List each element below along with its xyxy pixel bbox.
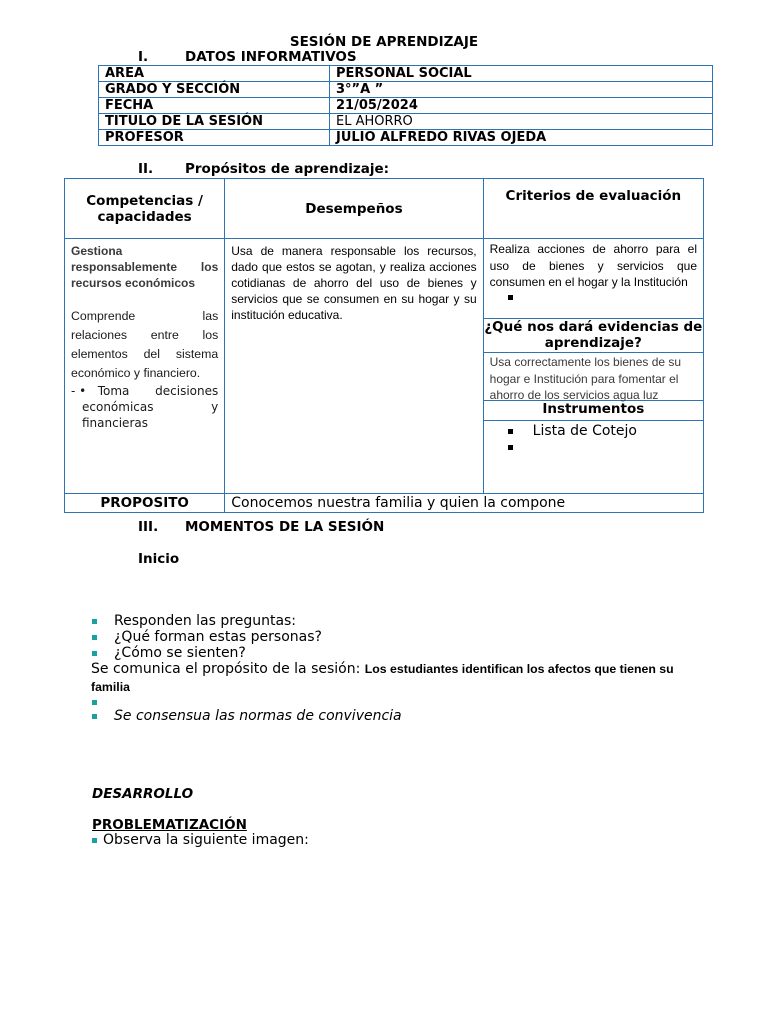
header-desempenos: Desempeños: [225, 179, 483, 239]
proposito-value: Conocemos nuestra familia y quien la compone: [225, 494, 704, 513]
problematizacion-label: PROBLEMATIZACIÓN: [92, 817, 247, 833]
competencia-cell: [65, 239, 225, 494]
word: y: [211, 400, 219, 414]
info-value: PERSONAL SOCIAL: [330, 66, 713, 82]
comunica-proposito: [91, 660, 731, 696]
section-3-number: III.: [138, 519, 159, 535]
info-row: [99, 98, 713, 114]
desarrollo-label: DESARROLLO: [92, 786, 194, 802]
section-1-heading: [138, 49, 357, 65]
word: los: [202, 328, 219, 342]
comunica-prefix: Se comunica el propósito de la sesión:: [91, 661, 361, 677]
propositos-table: [64, 178, 704, 513]
comunica-bold: familia: [91, 680, 130, 694]
square-bullet-icon: [92, 714, 97, 719]
inicio-item-text: ¿Qué forman estas personas?: [114, 629, 322, 645]
square-bullet-icon: [508, 429, 513, 434]
info-value: 21/05/2024: [330, 98, 713, 114]
info-label: PROFESOR: [99, 130, 330, 146]
instrumentos-list: [484, 421, 703, 474]
info-label: AREA: [99, 66, 330, 82]
header-criterios: Criterios de evaluación: [483, 179, 703, 239]
capacidad-line: [71, 345, 218, 364]
inicio-item-text: Responden las preguntas:: [114, 613, 297, 629]
instrumento-item: [508, 439, 703, 455]
capacidad-sub-line: [71, 399, 218, 415]
observa-text: Observa la siguiente imagen:: [103, 832, 309, 848]
inicio-label: Inicio: [138, 551, 180, 567]
capacidad-sub-line: financieras: [82, 416, 148, 430]
section-1-title: DATOS INFORMATIVOS: [185, 49, 357, 65]
info-row: [99, 114, 713, 130]
evidencias-title: ¿Qué nos dará evidencias de aprendizaje?: [484, 319, 703, 351]
capacidad-line: [71, 326, 218, 345]
inicio-item: [92, 613, 296, 629]
capacidad-line: [71, 307, 218, 326]
sub-bullet: - •: [71, 384, 87, 398]
word: elementos: [71, 347, 128, 361]
info-row: [99, 130, 713, 146]
info-value: JULIO ALFREDO RIVAS OJEDA: [330, 130, 713, 146]
section-3-title: MOMENTOS DE LA SESIÓN: [185, 519, 385, 535]
info-value: EL AHORRO: [330, 114, 713, 130]
square-bullet-icon: [508, 295, 513, 300]
square-bullet-icon: [92, 700, 97, 705]
inicio-item: [92, 645, 246, 661]
word: del: [143, 347, 161, 361]
word: decisiones: [155, 384, 219, 398]
square-bullet-icon: [92, 619, 97, 624]
inicio-item: [92, 629, 322, 645]
inicio-item-text: ¿Cómo se sienten?: [114, 645, 246, 661]
observa-item: [92, 832, 309, 848]
square-bullet-icon: [508, 445, 513, 450]
square-bullet-icon: [92, 635, 97, 640]
info-label: TITULO DE LA SESIÓN: [99, 114, 330, 130]
info-row: [99, 66, 713, 82]
header-competencias: Competencias / capacidades: [65, 179, 225, 239]
competencia-line: recursos económicos: [71, 276, 196, 290]
instrumento-label: Lista de Cotejo: [532, 423, 637, 439]
desempeno-cell: Usa de manera responsable los recursos, dado que estos se agotan, y realiza acciones cotidianas de ahorro del uso de bienes y servicios que se consumen en su hogar y su institución educativa.: [225, 239, 483, 494]
section-3-heading: [138, 519, 384, 535]
normas-item: [92, 708, 402, 724]
competencia-line: [71, 259, 218, 275]
info-value: 3°”A ”: [330, 82, 713, 98]
proposito-label: PROPOSITO: [65, 494, 225, 513]
normas-text: Se consensua las normas de convivencia: [114, 708, 402, 724]
word: los: [200, 260, 219, 274]
info-label: FECHA: [99, 98, 330, 114]
word: económicas: [82, 400, 154, 414]
criterio-block: [484, 239, 703, 318]
square-bullet-icon: [92, 651, 97, 656]
word: Comprende: [71, 309, 136, 323]
instrumento-item: [508, 423, 703, 439]
competencia-line: Gestiona: [71, 244, 123, 258]
capacidad-sub-line: [71, 383, 218, 399]
word: responsablemente: [71, 260, 178, 274]
word: relaciones: [71, 328, 128, 342]
info-label: GRADO Y SECCIÓN: [99, 82, 330, 98]
document-title: SESIÓN DE APRENDIZAJE: [289, 34, 479, 50]
word: sistema: [175, 347, 219, 361]
section-2-number: II.: [138, 161, 154, 177]
section-2-title: Propósitos de aprendizaje:: [185, 161, 390, 177]
word: entre: [150, 328, 179, 342]
instrumentos-title: Instrumentos: [484, 400, 703, 421]
word: Toma: [97, 384, 130, 398]
evidencias-text: Usa correctamente los bienes de su hogar e Institución para fomentar el ahorro de los servicios agua luz: [484, 352, 703, 400]
datos-informativos-table: [98, 65, 713, 146]
criterios-cell: [483, 239, 703, 494]
info-row: [99, 82, 713, 98]
section-2-heading: [138, 161, 389, 177]
word: las: [202, 309, 219, 323]
criterio-text: Realiza acciones de ahorro para el uso de bienes y servicios que consumen en el hogar y la Institución: [489, 242, 697, 289]
capacidad-line: económico y financiero.: [71, 366, 201, 380]
section-1-number: I.: [138, 49, 149, 65]
criterio-bullet: [490, 291, 697, 303]
comunica-bold: Los estudiantes identifican los afectos que tienen su: [364, 662, 674, 676]
square-bullet-icon: [92, 838, 97, 843]
